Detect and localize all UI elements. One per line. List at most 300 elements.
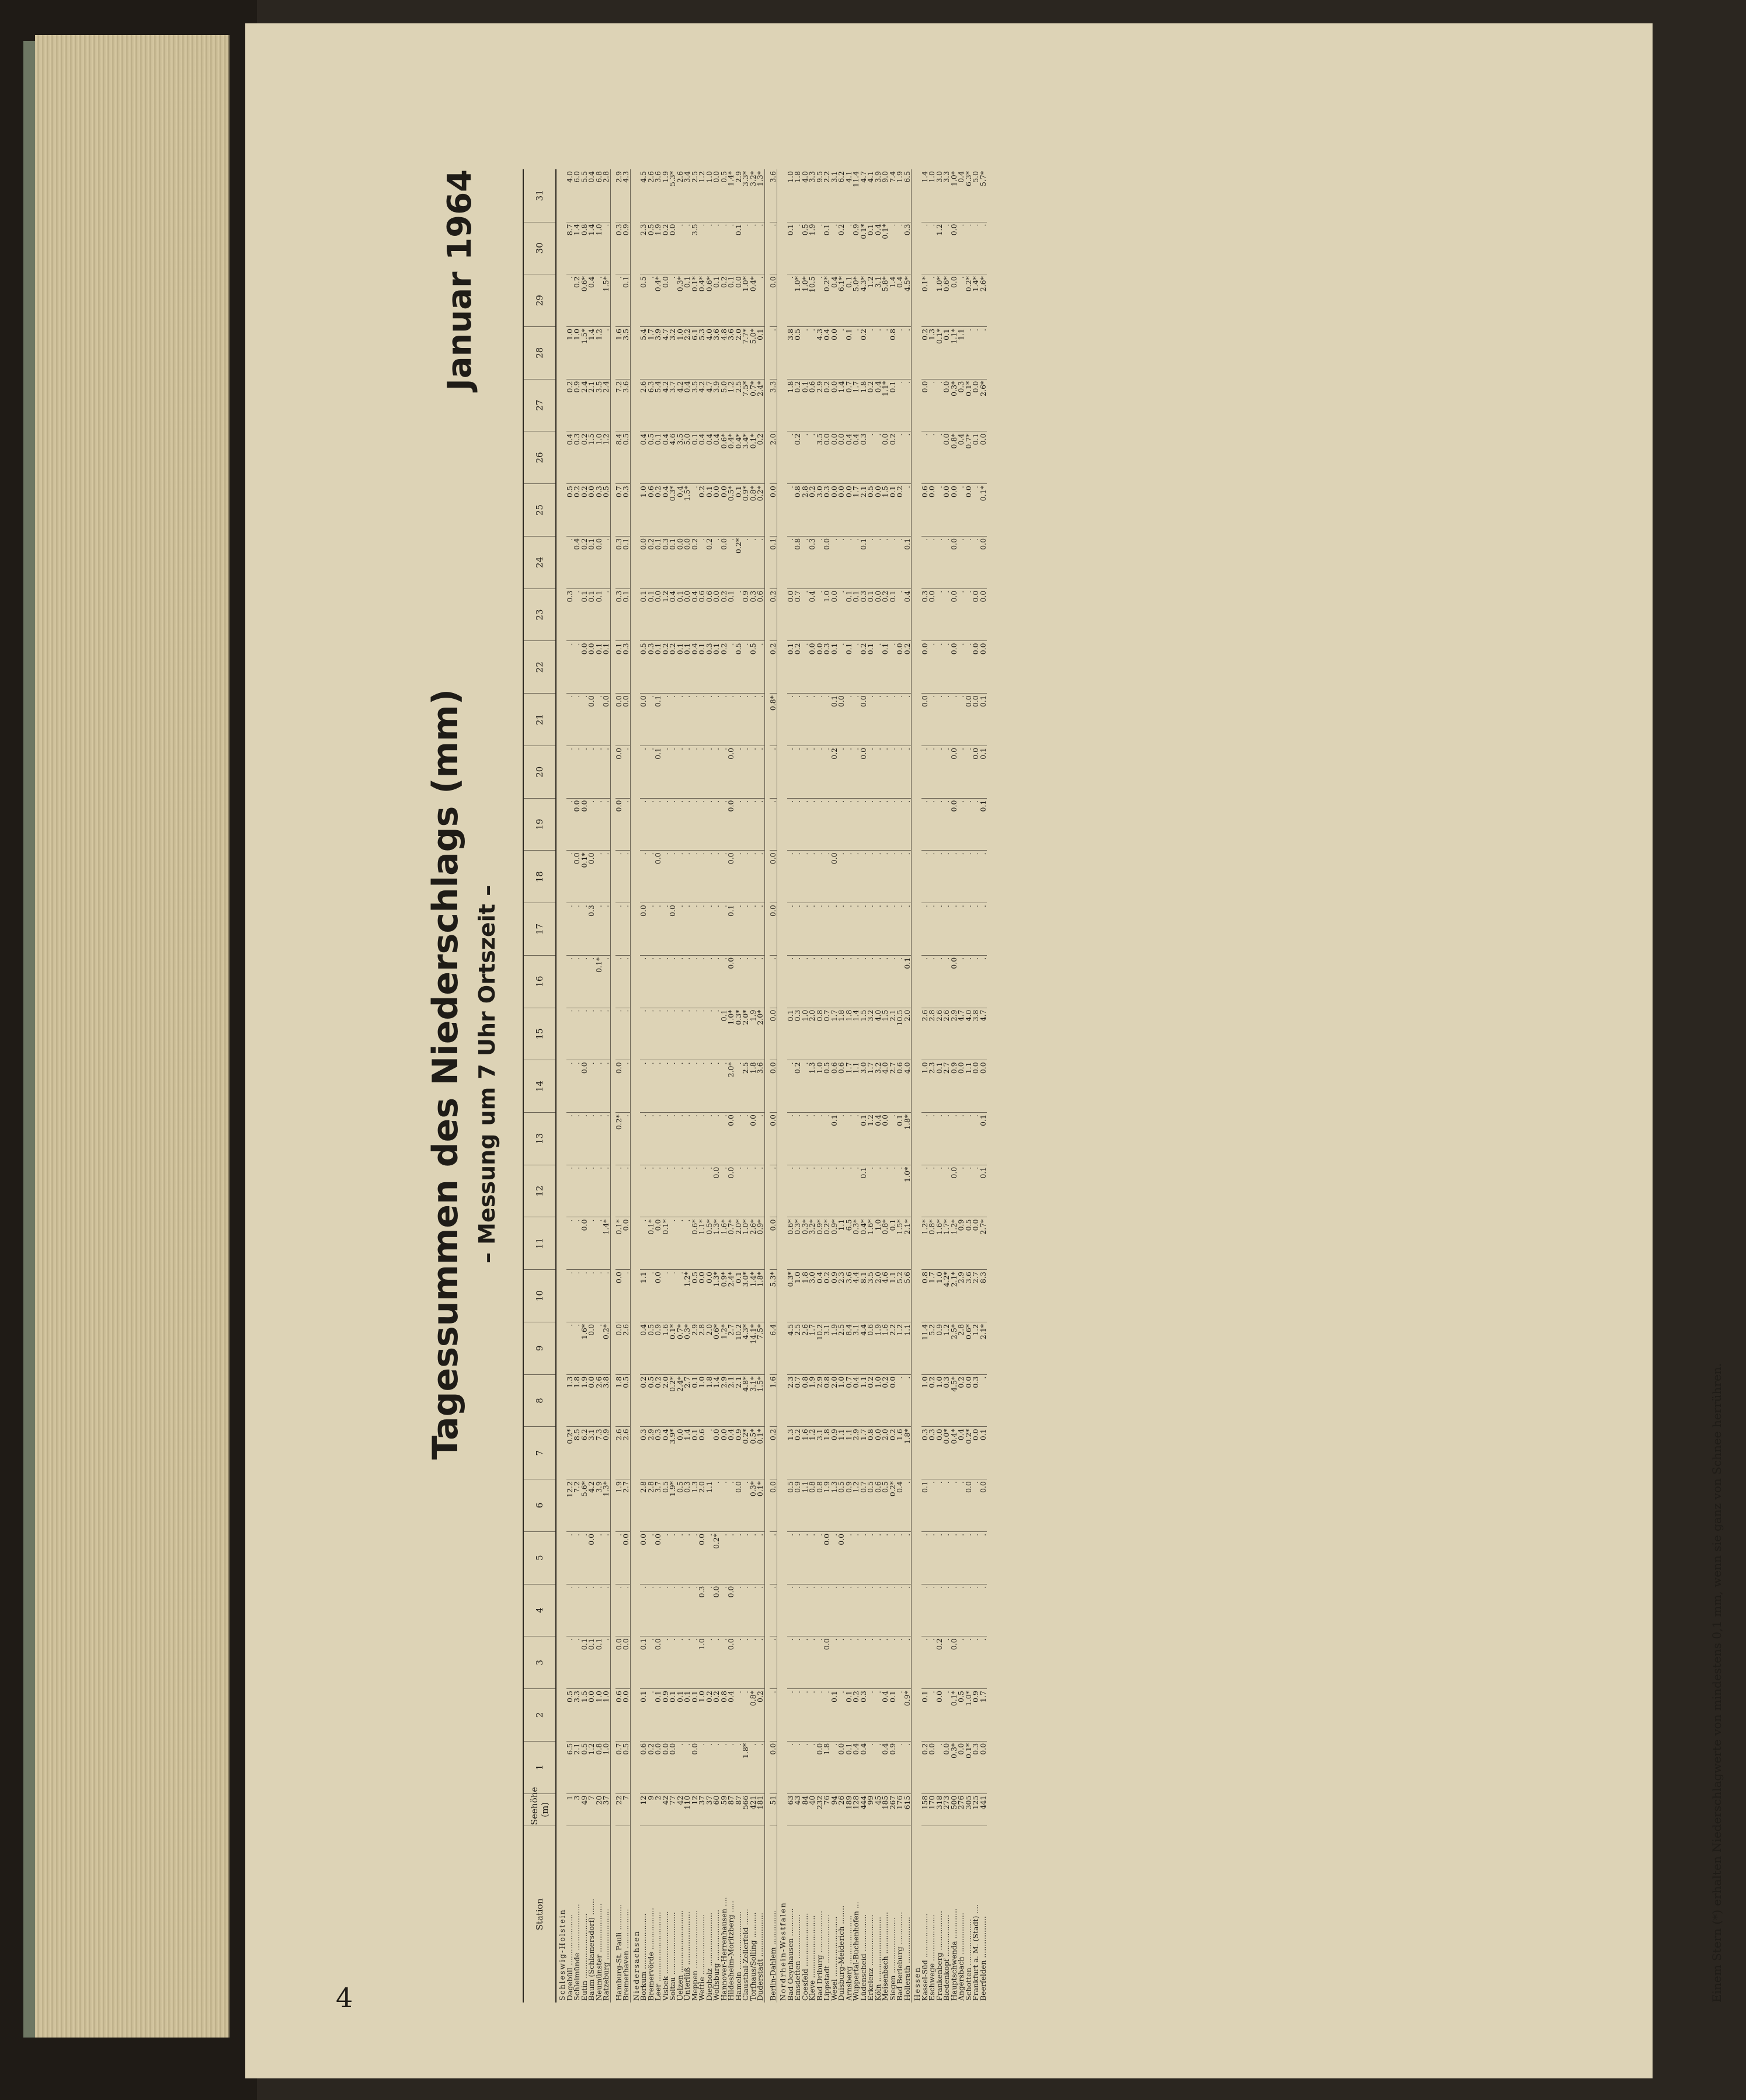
precip-day-2: .	[896, 1689, 904, 1742]
precip-day-11: 0.3*	[794, 1217, 802, 1270]
precip-day-24: .	[846, 536, 853, 588]
precip-day-18: .	[622, 851, 630, 903]
precip-day-25: 0.7	[615, 484, 623, 537]
precip-day-29: 0.2	[721, 274, 728, 327]
precip-day-6: .	[721, 1479, 728, 1532]
precip-day-16: .	[742, 955, 750, 1008]
station-name: Frankenberg .................	[934, 1910, 944, 2001]
precip-day-3: 0.1	[596, 1636, 603, 1689]
precip-day-8: 0.8	[823, 1374, 831, 1427]
precip-day-25: 0.4	[662, 484, 670, 537]
precip-day-19: .	[742, 798, 750, 851]
precip-day-5: .	[677, 1531, 684, 1584]
precip-day-3: .	[921, 1636, 929, 1689]
precip-day-5: .	[669, 1531, 677, 1584]
precip-day-3: .	[980, 1636, 987, 1689]
precip-day-22: 0.0	[980, 641, 987, 694]
precip-day-5: .	[742, 1531, 750, 1584]
precip-day-7: 0.0	[875, 1427, 882, 1479]
station-name: Diepholz .......................	[704, 1913, 714, 2001]
precip-day-20: .	[802, 746, 809, 798]
precip-day-26: 0.2	[581, 431, 589, 484]
station-name: Eutin ............................	[579, 1913, 589, 2001]
precip-day-30: 0.2	[838, 222, 846, 274]
precip-day-30: 3.5	[691, 222, 699, 274]
precip-day-6: 0.5	[662, 1479, 670, 1532]
station-height: 421	[750, 1793, 757, 1826]
precip-day-1: 0.0	[662, 1741, 670, 1793]
station-name: Duderstadt ...................	[756, 1913, 764, 2001]
precip-day-7: 7.3	[596, 1427, 603, 1479]
precip-day-16: .	[691, 955, 699, 1008]
precip-day-23: 0.1	[889, 588, 897, 641]
precip-day-25: 0.5	[867, 484, 875, 537]
precip-day-15: 0.3	[794, 1008, 802, 1060]
precip-day-13: .	[603, 1113, 610, 1165]
precip-day-15: 1.7	[831, 1008, 839, 1060]
precip-day-30: .	[770, 222, 777, 274]
precip-day-5: .	[706, 1531, 714, 1584]
precip-day-21: .	[596, 694, 603, 746]
precip-day-10: .	[662, 1270, 670, 1322]
precip-day-19: .	[713, 798, 721, 851]
precip-day-31: 1.4*	[728, 169, 735, 222]
precip-day-30: .	[846, 222, 853, 274]
precip-day-8: 0.0	[588, 1374, 596, 1427]
precip-day-1: .	[809, 1741, 816, 1793]
precip-day-31: 0.4	[588, 169, 596, 222]
precip-day-29: 0.2	[573, 274, 581, 327]
precip-day-28: 4.0	[706, 326, 714, 379]
precip-day-27: .	[936, 379, 944, 431]
precip-day-25: 2.1	[860, 484, 868, 537]
precip-day-6: 0.1*	[757, 1479, 764, 1532]
precip-day-27: 0.2	[566, 379, 574, 431]
precip-day-19: .	[823, 798, 831, 851]
precip-day-21: .	[904, 694, 912, 746]
precip-day-26: 1.0	[596, 431, 603, 484]
precip-day-4: .	[669, 1584, 677, 1636]
precip-day-21: .	[809, 694, 816, 746]
station-name: Eschwege ....................	[927, 1914, 936, 2001]
precip-day-8: 0.4	[853, 1374, 860, 1427]
precip-day-4: .	[684, 1584, 691, 1636]
precip-day-17: .	[889, 903, 897, 956]
precip-day-3: .	[677, 1636, 684, 1689]
precip-day-27: 0.7	[846, 379, 853, 431]
precip-day-11: 0.1	[889, 1217, 897, 1270]
precip-day-30: 1.2	[936, 222, 944, 274]
precip-day-10: 1.4*	[750, 1270, 757, 1322]
precip-day-11: .	[669, 1217, 677, 1270]
precip-day-21: .	[566, 694, 574, 746]
precip-day-13: .	[889, 1113, 897, 1165]
precip-day-12: .	[794, 1165, 802, 1217]
precip-day-20: .	[809, 746, 816, 798]
precip-day-22: 0.1	[831, 641, 839, 694]
precip-day-11: 0.9*	[757, 1217, 764, 1270]
precip-day-31: 3.2*	[750, 169, 757, 222]
precip-day-31: 9.5	[816, 169, 824, 222]
precip-day-26: 0.4*	[735, 431, 743, 484]
precip-day-28: 0.2	[860, 326, 868, 379]
precip-day-2: 3.3	[573, 1689, 581, 1742]
precip-day-30: 1.4	[573, 222, 581, 274]
precip-day-21: .	[735, 694, 743, 746]
precip-day-1: 0.3*	[951, 1741, 958, 1793]
header-day-18: 18	[523, 851, 556, 903]
precip-day-5: 0.0	[622, 1531, 630, 1584]
precip-day-24: 0.1	[860, 536, 868, 588]
precip-day-20: .	[904, 746, 912, 798]
precip-day-11: 1.6*	[867, 1217, 875, 1270]
precip-day-18: .	[889, 851, 897, 903]
precip-day-30: 0.1	[735, 222, 743, 274]
precip-day-2: .	[787, 1689, 795, 1742]
precip-day-9: 0.7*	[677, 1322, 684, 1374]
precip-day-27: 2.4*	[757, 379, 764, 431]
precip-day-31: 1.8	[794, 169, 802, 222]
precip-day-4: .	[735, 1584, 743, 1636]
precip-day-25: 0.1	[706, 484, 714, 537]
precip-day-17: .	[573, 903, 581, 956]
precip-day-8: 0.2*	[669, 1374, 677, 1427]
precip-day-31: 6.3*	[965, 169, 973, 222]
precip-day-7: 0.2*	[965, 1427, 973, 1479]
precip-day-13: .	[921, 1113, 929, 1165]
precip-day-9: 1.6*	[581, 1322, 589, 1374]
precip-day-3: .	[750, 1636, 757, 1689]
precip-day-1: .	[875, 1741, 882, 1793]
precip-day-12: .	[787, 1165, 795, 1217]
precip-day-16: .	[889, 955, 897, 1008]
precip-day-27: 0.2	[823, 379, 831, 431]
precip-day-17: .	[928, 903, 936, 956]
precip-day-14: .	[691, 1060, 699, 1113]
precip-day-14: .	[573, 1060, 581, 1113]
precip-day-25: 0.6	[648, 484, 655, 537]
precip-day-6: .	[972, 1479, 980, 1532]
precip-day-21: .	[936, 694, 944, 746]
precip-day-14: .	[698, 1060, 706, 1113]
precip-day-28: 0.4	[823, 326, 831, 379]
table-row	[904, 169, 912, 2003]
precip-day-5: .	[802, 1531, 809, 1584]
precip-day-2: 0.8*	[750, 1689, 757, 1742]
station-height: 42	[677, 1793, 684, 1826]
precip-day-15: 1.5	[882, 1008, 889, 1060]
precip-day-27: 3.7	[669, 379, 677, 431]
precip-day-25: 0.0	[721, 484, 728, 537]
precip-day-17: .	[882, 903, 889, 956]
precip-day-28: .	[603, 326, 610, 379]
station-name: Neumünster .....................	[594, 1903, 603, 2001]
precip-day-13: .	[742, 1113, 750, 1165]
precip-day-19: 0.0	[573, 798, 581, 851]
precip-day-14: 0.0	[980, 1060, 987, 1113]
precip-day-14: 0.6	[831, 1060, 839, 1113]
precip-day-16: 0.1	[904, 955, 912, 1008]
precip-day-3: .	[757, 1636, 764, 1689]
precip-day-8: 1.3	[566, 1374, 574, 1427]
precip-day-11: 0.9*	[831, 1217, 839, 1270]
precip-day-18: .	[603, 851, 610, 903]
precip-day-11: 0.8*	[928, 1217, 936, 1270]
station-name: Erkelenz ......................	[866, 1914, 875, 2001]
precip-day-27: 3.9	[713, 379, 721, 431]
station-name: Coesfeld .......................	[800, 1913, 809, 2001]
precip-day-19: .	[802, 798, 809, 851]
precip-day-2: 0.1	[677, 1689, 684, 1742]
precip-day-9: 7.5*	[757, 1322, 764, 1374]
precip-day-16: .	[838, 955, 846, 1008]
precip-day-15: .	[706, 1008, 714, 1060]
precip-day-18: .	[965, 851, 973, 903]
header-day-9: 9	[523, 1322, 556, 1374]
station-height: 94	[831, 1793, 839, 1826]
precip-day-5: .	[573, 1531, 581, 1584]
precip-day-4: .	[770, 1584, 777, 1636]
precip-day-15: .	[615, 1008, 623, 1060]
precip-day-17: .	[750, 903, 757, 956]
precip-day-29: 0.6*	[581, 274, 589, 327]
precip-day-11: .	[684, 1217, 691, 1270]
precip-day-24: 0.0	[980, 536, 987, 588]
precip-day-10: 8.3	[980, 1270, 987, 1322]
precip-day-15: 2.6	[943, 1008, 951, 1060]
precip-day-7: 0.5*	[750, 1427, 757, 1479]
precip-day-3: .	[875, 1636, 882, 1689]
precip-day-31: 3.9	[875, 169, 882, 222]
precip-day-15: 2.0	[904, 1008, 912, 1060]
precip-day-1: 0.1*	[965, 1741, 973, 1793]
precip-day-19: .	[691, 798, 699, 851]
precip-day-15: 0.1	[721, 1008, 728, 1060]
precip-day-4: 0.3	[698, 1584, 706, 1636]
precip-day-6: .	[958, 1479, 965, 1532]
precip-day-23: 0.1	[728, 588, 735, 641]
precip-day-14: .	[640, 1060, 648, 1113]
precip-day-14: 0.5	[823, 1060, 831, 1113]
precip-day-27: 4.2	[662, 379, 670, 431]
precip-day-28: 1.4	[588, 326, 596, 379]
precip-day-7: 3.9*	[669, 1427, 677, 1479]
precip-day-13: .	[794, 1113, 802, 1165]
precip-day-10: .	[566, 1270, 574, 1322]
precip-day-12: .	[691, 1165, 699, 1217]
precip-day-10: 0.5	[691, 1270, 699, 1322]
header-day-23: 23	[523, 588, 556, 641]
precip-day-7: 0.6	[698, 1427, 706, 1479]
precip-day-18: .	[596, 851, 603, 903]
precip-day-7: 1.6	[802, 1427, 809, 1479]
precip-day-10: 0.0	[706, 1270, 714, 1322]
precip-day-13: .	[713, 1113, 721, 1165]
precip-day-12: .	[943, 1165, 951, 1217]
precip-day-23: 0.0	[713, 588, 721, 641]
precip-day-26: 3.5	[816, 431, 824, 484]
precip-day-16: .	[698, 955, 706, 1008]
precip-day-16: .	[713, 955, 721, 1008]
precip-day-6: 3.9	[596, 1479, 603, 1532]
precip-day-1: 0.4	[882, 1741, 889, 1793]
station-name: Siegen ........................	[888, 1917, 897, 2001]
precip-day-11: 1.6*	[936, 1217, 944, 1270]
precip-day-19: .	[706, 798, 714, 851]
precip-day-21: .	[713, 694, 721, 746]
precip-day-19: .	[787, 798, 795, 851]
precip-day-14: 2.5	[742, 1060, 750, 1113]
precip-day-12: .	[802, 1165, 809, 1217]
precip-day-21: .	[742, 694, 750, 746]
precip-day-3: .	[721, 1636, 728, 1689]
precip-day-20: .	[965, 746, 973, 798]
station-height: 232	[816, 1793, 824, 1826]
precip-day-30: 0.0	[951, 222, 958, 274]
precip-day-19: .	[928, 798, 936, 851]
precip-day-23: 0.1	[596, 588, 603, 641]
precip-day-24: .	[831, 536, 839, 588]
precip-day-24: .	[603, 536, 610, 588]
precip-day-21: .	[691, 694, 699, 746]
precip-day-4: .	[596, 1584, 603, 1636]
precip-day-4: .	[677, 1584, 684, 1636]
precip-day-23: 0.1	[677, 588, 684, 641]
precip-day-14: 1.3	[809, 1060, 816, 1113]
precip-day-20: .	[823, 746, 831, 798]
precip-day-9: 0.5	[648, 1322, 655, 1374]
precip-day-25: 0.0	[770, 484, 777, 537]
precip-day-25: .	[936, 484, 944, 537]
precip-day-1: 0.4	[853, 1741, 860, 1793]
precip-day-5: .	[853, 1531, 860, 1584]
precip-day-1: 0.0	[980, 1741, 987, 1793]
station-height: 87	[728, 1793, 735, 1826]
station-height: 87	[735, 1793, 743, 1826]
table-row	[802, 169, 809, 2003]
precip-day-5: 0.0	[838, 1531, 846, 1584]
precip-day-17: .	[802, 903, 809, 956]
precip-day-25: 0.0	[951, 484, 958, 537]
precip-day-11: 0.9	[958, 1217, 965, 1270]
precip-day-25: .	[904, 484, 912, 537]
precip-day-12: .	[921, 1165, 929, 1217]
precip-day-2: 1.0	[698, 1689, 706, 1742]
precip-day-22: 0.1	[596, 641, 603, 694]
precip-day-31: 7.4	[889, 169, 897, 222]
precip-day-16: .	[770, 955, 777, 1008]
precip-day-26: 0.1*	[750, 431, 757, 484]
precip-day-21: .	[706, 694, 714, 746]
precip-day-20: 0.1	[655, 746, 662, 798]
table-body	[556, 169, 987, 2003]
precip-day-6: 1.9*	[669, 1479, 677, 1532]
station-height: 176	[896, 1793, 904, 1826]
precip-day-31: 11.4	[853, 169, 860, 222]
precip-day-29: 2.6*	[980, 274, 987, 327]
precip-day-25: 0.2	[809, 484, 816, 537]
precip-day-26: .	[921, 431, 929, 484]
precip-day-20: .	[677, 746, 684, 798]
precip-day-15: 1.9	[750, 1008, 757, 1060]
precip-day-19: 0.0	[728, 798, 735, 851]
precip-day-11: 3.2*	[809, 1217, 816, 1270]
precip-day-31: 1.0*	[951, 169, 958, 222]
precip-day-16: .	[794, 955, 802, 1008]
precip-day-28: 5.0*	[750, 326, 757, 379]
precip-day-27: 1.7	[853, 379, 860, 431]
precip-day-1: 0.0	[943, 1741, 951, 1793]
precip-day-7: 3.1	[588, 1427, 596, 1479]
precip-day-1: 0.0	[928, 1741, 936, 1793]
precip-day-31: 3.4	[684, 169, 691, 222]
station-height: 12	[691, 1793, 699, 1826]
precip-day-21: 0.0	[972, 694, 980, 746]
precip-day-20: .	[742, 746, 750, 798]
precip-day-1: .	[684, 1741, 691, 1793]
precip-day-13: .	[588, 1113, 596, 1165]
precip-day-13: .	[823, 1113, 831, 1165]
precip-day-23: 0.6	[698, 588, 706, 641]
precip-day-13: 0.1	[980, 1113, 987, 1165]
precip-day-3: .	[943, 1636, 951, 1689]
precip-day-21: .	[951, 694, 958, 746]
precip-day-18: .	[750, 851, 757, 903]
precip-day-3: .	[691, 1636, 699, 1689]
group-heading: Hessen	[912, 169, 921, 2003]
precip-day-1: 0.5	[622, 1741, 630, 1793]
table-row	[889, 169, 897, 2003]
precip-day-26: 0.6*	[721, 431, 728, 484]
precip-day-6: 1.1	[706, 1479, 714, 1532]
precip-day-12: .	[831, 1165, 839, 1217]
precip-day-2: 0.0	[936, 1689, 944, 1742]
precip-day-29: 0.2*	[965, 274, 973, 327]
precip-day-15: .	[622, 1008, 630, 1060]
precip-day-28: 1.0	[566, 326, 574, 379]
precip-day-4: .	[838, 1584, 846, 1636]
precip-day-15: 0.8	[816, 1008, 824, 1060]
header-station: Station	[523, 1826, 556, 2003]
precip-day-20: .	[596, 746, 603, 798]
precip-day-26: 3.5	[677, 431, 684, 484]
precip-day-7: 0.8	[867, 1427, 875, 1479]
precip-day-31: 4.0	[802, 169, 809, 222]
precip-day-20: .	[770, 746, 777, 798]
precip-day-1: 0.0	[691, 1741, 699, 1793]
precip-day-5: .	[896, 1531, 904, 1584]
precip-day-20: .	[846, 746, 853, 798]
precip-day-21: .	[928, 694, 936, 746]
precip-day-2: 0.0	[622, 1689, 630, 1742]
precip-day-14: 0.2	[794, 1060, 802, 1113]
precip-day-19: .	[794, 798, 802, 851]
precip-day-19: .	[677, 798, 684, 851]
precip-day-23: 1.0	[823, 588, 831, 641]
precip-day-19: .	[958, 798, 965, 851]
precip-day-18: .	[615, 851, 623, 903]
station-name: Hauptschwenda .............	[949, 1908, 958, 2001]
precip-day-15: 2.9	[951, 1008, 958, 1060]
precip-day-16: 0.1*	[596, 955, 603, 1008]
table-header-row	[523, 169, 556, 2003]
header-day-12: 12	[523, 1165, 556, 1217]
header-day-22: 22	[523, 641, 556, 694]
precip-day-18: 0.0	[770, 851, 777, 903]
precip-day-23: 0.2	[882, 588, 889, 641]
precip-day-25: 0.0	[965, 484, 973, 537]
precip-day-9: 2.9	[691, 1322, 699, 1374]
